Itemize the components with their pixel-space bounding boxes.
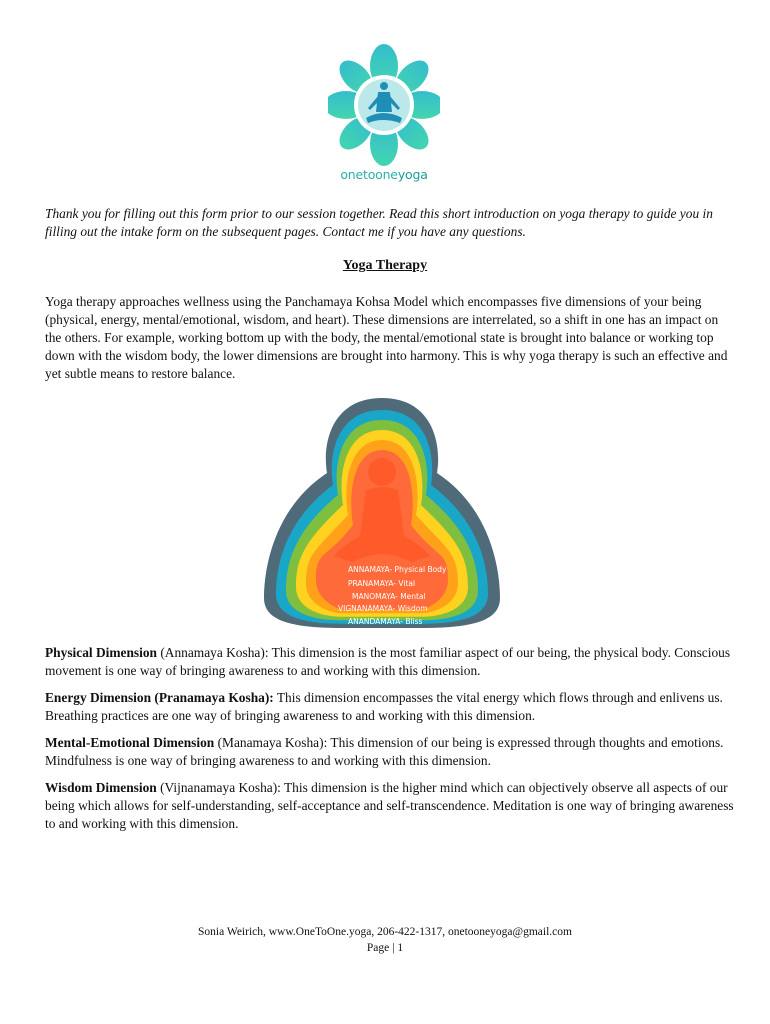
dimension-wisdom-text: (Vijnanamaya Kosha): This dimension is the higher mind which can objectively observe all aspects of our being which allows for self-understanding, self-acceptance and self-transcendence. Meditation is one way of bringing awareness to and working with this dimension. [45, 780, 734, 831]
dimension-physical-text: (Annamaya Kosha): This dimension is the most familiar aspect of our being, the physical body. Conscious movement is one way of bringing awareness to and working with this dimension. [45, 645, 731, 678]
brand-name-part1: onetoone [340, 167, 398, 182]
dimension-physical [45, 644, 735, 680]
section-title: Yoga Therapy [342, 258, 428, 273]
page-number: Page | 1 [366, 942, 404, 954]
intro-text: Thank you for filling out this form prior to our session together. Read this short introduction on yoga therapy to guide you in filling out the intake form on the subsequent pages. Contact me if you have any questions. [45, 206, 713, 239]
footer-contact: Sonia Weirich, www.OneToOne.yoga, 206-422-1317, onetooneyoga@gmail.com [198, 926, 572, 938]
dimension-physical-term: Physical Dimension [45, 645, 157, 660]
dimension-energy-term: Energy Dimension (Pranamaya Kosha): [45, 690, 274, 705]
page-footer [0, 924, 770, 956]
dimension-wisdom-term: Wisdom Dimension [45, 780, 157, 795]
intro-paragraph: Yoga therapy approaches wellness using the Panchamaya Kohsa Model which encompasses five dimensions of your being (physical, energy, mental/emotional, wisdom, and heart). These dimensions are interrelated, so a shift in one has an impact on the others. For example, working bottom up with the body, the mental/emotional state is brought into balance or working top down with the wisdom body, the lower dimensions are brought into harmony. This is why yoga therapy is such an effective and yet subtle means to restore balance. [45, 294, 728, 381]
kosha-diagram [262, 396, 502, 630]
label-manomaya: MANOMAYA- Mental [352, 592, 426, 601]
label-vignanamaya: VIGNANAMAYA- Wisdom [338, 604, 428, 613]
dimension-mental-emotional-term: Mental-Emotional Dimension [45, 735, 215, 750]
brand-name [318, 167, 450, 182]
label-annamaya: ANNAMAYA- Physical Body [348, 565, 447, 574]
dimension-mental-emotional-text: (Manamaya Kosha): This dimension of our being is expressed through thoughts and emotions. Mindfulness is one way of bringing awareness to and working with this dimension. [45, 735, 724, 768]
label-pranamaya: PRANAMAYA- Vital [348, 579, 416, 588]
dimension-energy [45, 689, 735, 725]
dimension-wisdom [45, 779, 735, 833]
figure-head [368, 458, 396, 486]
dimension-energy-text: This dimension encompasses the vital energy which flows through and enlivens us. Breathing practices are one way of bringing awareness to and working with this dimension. [45, 690, 723, 723]
dimension-mental-emotional [45, 734, 735, 770]
brand-name-part2: yoga [397, 167, 428, 182]
label-anandamaya: ANANDAMAYA- Bliss [348, 617, 423, 626]
